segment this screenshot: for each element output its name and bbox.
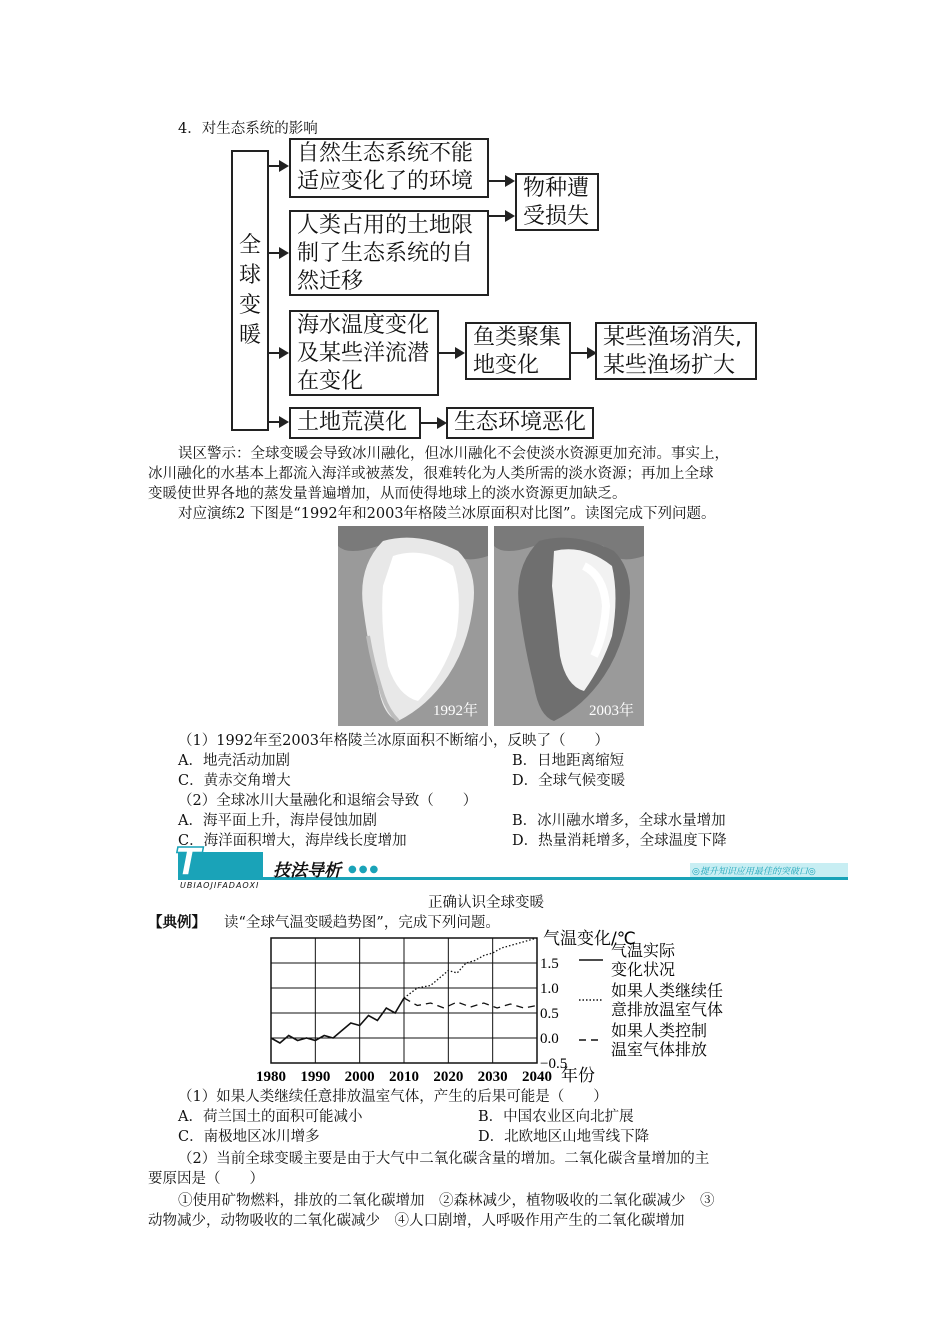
series-line — [404, 938, 537, 998]
x-axis-label: 年份 — [561, 1066, 595, 1086]
x-tick-label: 2020 — [433, 1069, 464, 1085]
question-stem: （1）如果人类继续任意排放温室气体，产生的后果可能是（ ） — [178, 1089, 608, 1105]
banner-dots: ●●● — [348, 864, 381, 875]
option-d: D．北欧地区山地雪线下降 — [478, 1129, 650, 1145]
question-choice-line: ①使用矿物燃料，排放的二氧化碳增加 ②森林减少，植物吸收的二氧化碳减少 ③ — [178, 1193, 715, 1209]
legend-label: 如果人类控制 — [611, 1021, 708, 1040]
flow-root-box — [231, 150, 269, 431]
greenland-map-1992 — [338, 526, 488, 726]
flow-box-line: 人类占用的土地限 — [297, 213, 474, 238]
flow-box-fishery — [595, 322, 757, 380]
flow-box-line: 海水温度变化 — [297, 313, 430, 338]
legend-label: 如果人类继续任 — [611, 981, 724, 1000]
flow-box-eco: 生态环境恶化 — [446, 407, 594, 439]
y-tick-label: 0.0 — [540, 1031, 559, 1047]
question-stem: （2）全球冰川大量融化和退缩会导致（ ） — [178, 793, 478, 809]
flow-box-line: 某些渔场扩大 — [603, 353, 736, 378]
flow-box-desert: 土地荒漠化 — [289, 407, 421, 439]
banner-title: 技法导析 — [273, 861, 341, 881]
map-label-1992: 1992年 — [432, 703, 478, 719]
y-tick-label: 1.0 — [540, 981, 559, 997]
y-axis-label: 气温变化/℃ — [543, 929, 636, 949]
flow-box-natural — [289, 138, 489, 198]
banner-slogan: ◎提升知识应用最佳的突破口◎ — [692, 867, 816, 877]
flow-root-char: 球 — [238, 262, 261, 288]
section-heading: 4．对生态系统的影响 — [178, 121, 318, 137]
flow-box-line: 地变化 — [473, 353, 540, 378]
option-c: C．黄赤交角增大 — [178, 773, 291, 789]
y-tick-label: 1.5 — [540, 956, 559, 972]
option-a: A．地壳活动加剧 — [178, 753, 290, 769]
flow-box-line: 及某些洋流潜 — [297, 341, 430, 366]
example-label: 【典例】 — [148, 914, 206, 931]
flow-box-line: 在变化 — [297, 369, 364, 394]
legend-label: 气温实际 — [611, 941, 676, 960]
x-tick-label: 2040 — [522, 1069, 552, 1085]
x-tick-label: 1980 — [256, 1069, 286, 1085]
warning-line: 冰川融化的水基本上都流入海洋或被蒸发，很难转化为人类所需的淡水资源；再加上全球 — [148, 466, 714, 482]
option-c: C．海洋面积增大，海岸线长度增加 — [178, 833, 407, 849]
x-tick-label: 2010 — [389, 1069, 419, 1085]
banner-pinyin: UBIAOJIFADAOXI — [180, 881, 260, 890]
flow-root-char: 全 — [238, 232, 261, 258]
flow-box-species-loss — [515, 173, 599, 231]
flow-box-line: 自然生态系统不能 — [297, 141, 474, 166]
question-stem: （2）当前全球变暖主要是由于大气中二氧化碳含量的增加。二氧化碳含量增加的主 — [178, 1151, 710, 1167]
x-tick-label: 2000 — [344, 1069, 375, 1085]
greenland-map-2003 — [494, 526, 644, 726]
temperature-trend-chart — [255, 928, 775, 1088]
series-line — [271, 998, 404, 1043]
option-a: A．荷兰国土的面积可能减小 — [178, 1109, 363, 1125]
flow-root-char: 暖 — [238, 322, 261, 348]
flow-box-line: 制了生态系统的自 — [297, 241, 474, 266]
warning-line: 变暖使世界各地的蒸发量普遍增加，从而使得地球上的淡水资源更加缺乏。 — [148, 486, 627, 502]
question-choice-line: 动物减少，动物吸收的二氧化碳减少 ④人口剧增，人呼吸作用产生的二氧化碳增加 — [148, 1213, 685, 1229]
legend-label: 温室气体排放 — [611, 1040, 708, 1059]
flow-box-line: 鱼类聚集 — [473, 325, 562, 350]
map-label-2003: 2003年 — [588, 703, 634, 719]
banner-letter: T — [175, 840, 201, 884]
example-text: 读“全球气温变暖趋势图”，完成下列问题。 — [224, 915, 500, 931]
option-c: C．南极地区冰川增多 — [178, 1129, 320, 1145]
option-d: D．全球气候变暖 — [512, 773, 626, 789]
option-d: D．热量消耗增多，全球温度下降 — [512, 833, 727, 849]
flow-root-char: 变 — [238, 292, 261, 318]
legend-label: 意排放温室气体 — [611, 1000, 724, 1019]
flow-box-line: 然迁移 — [297, 269, 364, 294]
flow-box-line: 适应变化了的环境 — [297, 169, 474, 194]
y-tick-label: 0.5 — [540, 1006, 559, 1022]
x-tick-label: 1990 — [300, 1069, 331, 1085]
flow-box-line: 某些渔场消失, — [603, 325, 742, 350]
flow-box-human-land — [289, 210, 489, 296]
option-b: B．冰川融水增多，全球水量增加 — [512, 813, 726, 829]
exercise-intro: 对应演练2 下图是“1992年和2003年格陵兰冰原面积对比图”。读图完成下列问题。 — [178, 506, 716, 522]
topic-title: 正确认识全球变暖 — [428, 895, 544, 911]
question-stem: 要原因是（ ） — [148, 1171, 264, 1187]
flow-box-line: 受损失 — [523, 204, 590, 229]
flow-box-line: 物种遭 — [523, 176, 590, 201]
flow-box-sea-temp — [289, 310, 439, 396]
flow-box-fish — [465, 322, 571, 380]
y-tick-label: −0.5 — [540, 1056, 568, 1072]
option-b: B．中国农业区向北扩展 — [478, 1109, 634, 1125]
option-a: A．海平面上升，海岸侵蚀加剧 — [178, 813, 377, 829]
x-tick-label: 2030 — [477, 1069, 508, 1085]
legend-label: 变化状况 — [611, 960, 676, 979]
option-b: B．日地距离缩短 — [512, 753, 625, 769]
series-line — [404, 998, 537, 1008]
warning-line: 误区警示：全球变暖会导致冰川融化，但冰川融化不会使淡水资源更加充沛。事实上， — [178, 446, 729, 462]
question-stem: （1）1992年至2003年格陵兰冰原面积不断缩小，反映了（ ） — [178, 733, 610, 749]
